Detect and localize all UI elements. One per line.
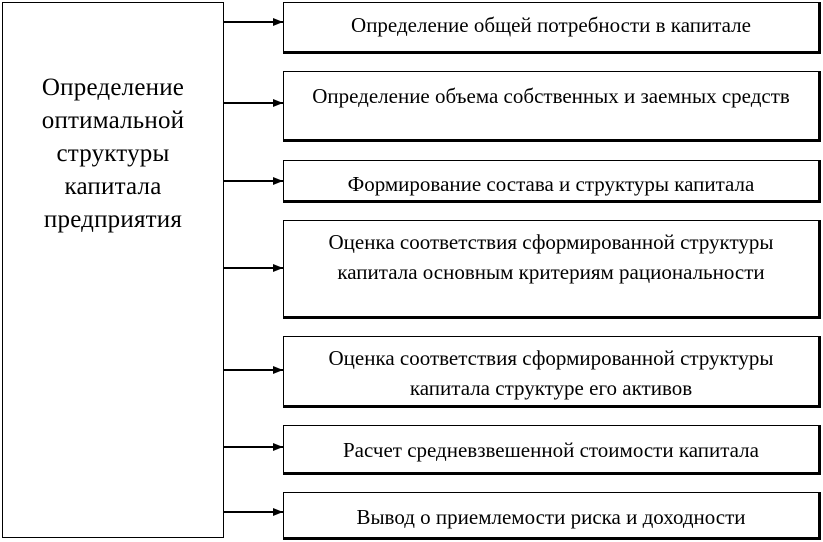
step-box-5 xyxy=(283,336,821,408)
step-label: Оценка соответствия сформированной структуры капитала структуре его активов xyxy=(328,346,774,400)
main-title-line: Определение xyxy=(41,74,185,101)
step-box-3 xyxy=(283,160,821,203)
main-title-line: структуры xyxy=(56,140,170,167)
step-label: Расчет средневзвешенной стоимости капитала xyxy=(342,438,759,462)
step-label: Определение общей потребности в капитале xyxy=(351,13,751,37)
step-label: Вывод о приемлемости риска и доходности xyxy=(356,505,746,529)
step-box-2 xyxy=(283,71,821,142)
step-box-7 xyxy=(283,492,821,540)
main-title-line: предприятия xyxy=(43,206,183,233)
step-box-4 xyxy=(283,220,821,319)
main-title-line: капитала xyxy=(64,173,162,200)
step-label: Оценка соответствия сформированной структуры капитала основным критериям рациональности xyxy=(328,230,774,284)
step-box-1 xyxy=(283,2,821,54)
main-title-line: оптимальной xyxy=(41,107,185,134)
step-label: Формирование состава и структуры капитала xyxy=(347,172,755,196)
step-label: Определение объема собственных и заемных средств xyxy=(312,84,790,108)
step-box-6 xyxy=(283,425,821,475)
